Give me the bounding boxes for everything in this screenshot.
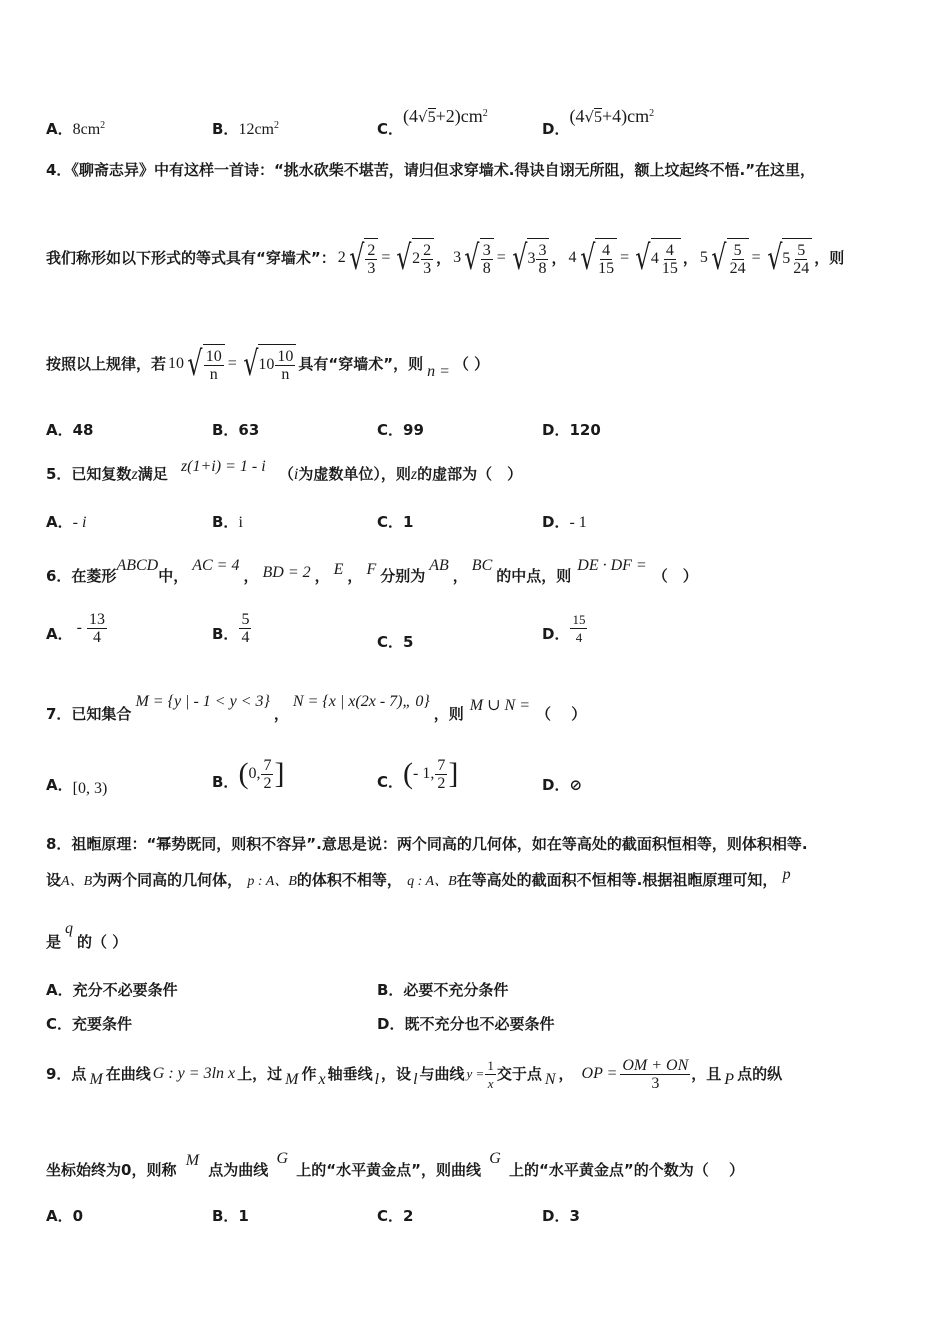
q5-option-a[interactable] (46, 512, 86, 533)
q9-text: ，且 (691, 1065, 722, 1083)
denominator: n (209, 365, 218, 383)
curve-g: G : y = 3ln x (152, 1065, 236, 1082)
var-q: q (65, 920, 74, 937)
denominator: 2 (437, 774, 446, 792)
q9-text: 上的“水平黄金点”，则曲线 (296, 1161, 482, 1179)
option-label: B． (212, 625, 239, 643)
q5-option-d[interactable] (542, 512, 587, 533)
answer-paren: （ ） (453, 355, 490, 373)
eq-ac: AC = 4 (192, 557, 240, 574)
coefficient: 10 (168, 355, 185, 372)
q5-text: （ (278, 465, 294, 483)
coefficient: 3 (453, 249, 462, 266)
q5-stem (46, 458, 523, 485)
q9-text: 在曲线 (105, 1065, 151, 1083)
denominator: x (487, 1075, 494, 1091)
left-paren-icon: ( (403, 757, 414, 790)
q6-comma: ， (452, 567, 468, 585)
q8-option-b[interactable]: B．必要不充分条件 (377, 981, 509, 999)
fraction (204, 348, 224, 383)
var-l: l (374, 1071, 380, 1088)
numerator: 5 (797, 241, 806, 259)
denominator: 8 (538, 259, 547, 277)
q6-option-d[interactable] (542, 604, 588, 652)
radicand (782, 238, 812, 278)
sqrt-icon: √ (579, 238, 595, 278)
q9-comma: ， (558, 1065, 574, 1083)
radical (509, 238, 550, 278)
radicand (203, 344, 225, 384)
option-value: +2)cm (435, 106, 483, 126)
q9-text: 点的纵 (737, 1065, 783, 1083)
denominator: 3 (651, 1074, 660, 1092)
option-label: D． (542, 120, 570, 138)
minus-sign: - (76, 619, 82, 636)
eq-bd: BD = 2 (262, 564, 311, 581)
var-bc: BC (471, 557, 493, 574)
radicand: 5 (594, 109, 603, 126)
numerator: 7 (437, 756, 446, 774)
q9-text: 点为曲线 (208, 1161, 269, 1179)
q4-condition-pre: 按照以上规律，若 (46, 355, 167, 373)
q5-text: 5．已知复数 (46, 465, 132, 483)
radical (346, 238, 379, 278)
condition-equation (168, 344, 296, 384)
q4-option-b[interactable]: B．63 (212, 421, 260, 439)
radicand (651, 238, 681, 278)
fraction (87, 611, 107, 646)
q7-text: 7．已知集合 (46, 705, 132, 723)
q5-text: 为虚数单位），则 (298, 465, 411, 483)
denominator: 8 (482, 259, 491, 277)
q3-option-b[interactable] (212, 116, 279, 140)
exponent: 2 (649, 108, 655, 119)
option-label: B． (212, 513, 239, 531)
q7-stem (46, 690, 586, 724)
var-p: P (724, 1071, 735, 1088)
wall-equation (700, 238, 812, 278)
q4-condition-post: 具有“穿墙术”，则 (298, 355, 424, 373)
var-i: i (293, 466, 299, 483)
q4-option-d[interactable]: D．120 (542, 421, 601, 439)
fraction (536, 242, 548, 277)
numerator: 4 (665, 241, 674, 259)
q4-end: ，则 (814, 249, 845, 267)
exponent: 2 (273, 120, 279, 131)
q9-text: 作 (301, 1065, 317, 1083)
left-paren-icon: ( (238, 757, 249, 790)
q6-option-c[interactable]: C．5 (377, 633, 414, 651)
coefficient: 5 (782, 250, 791, 267)
equals-sign: = (751, 249, 761, 266)
exponent: 2 (482, 108, 488, 119)
radical (461, 238, 494, 278)
q9-text: 上的“水平黄金点”的个数为（ ） (509, 1161, 744, 1179)
q9-option-d[interactable]: D．3 (542, 1207, 580, 1225)
q6-text: 分别为 (380, 567, 426, 585)
q9-text: 上，过 (237, 1065, 283, 1083)
numerator: 3 (538, 241, 547, 259)
denominator: 15 (598, 259, 615, 277)
coefficient: 5 (699, 249, 708, 266)
q8-text: 设 (46, 871, 62, 889)
option-label: C． (377, 120, 404, 138)
var-e: E (333, 561, 344, 578)
equals-sign: = (620, 249, 630, 266)
q6-comma: ， (243, 567, 259, 585)
q8-line1: 8．祖暅原理：“幂势既同，则积不容异”.意思是说：两个同高的几何体，如在等高处的截面积恒相等，则体积相等. (46, 835, 808, 853)
denominator: 2 (263, 774, 272, 792)
fraction (570, 611, 587, 646)
radicand (412, 238, 434, 278)
radicand (364, 238, 378, 278)
q4-condition-equation (166, 344, 298, 384)
var-ab: A、B (61, 874, 93, 889)
exponent: 2 (100, 120, 106, 131)
q8-text: 是 (46, 933, 62, 951)
radical (764, 238, 813, 278)
q7-option-d[interactable]: D．⊘ (542, 776, 583, 794)
answer-paren: （ ） (652, 567, 698, 585)
q8-text: 的（ ） (77, 933, 128, 951)
q6-comma: ， (347, 567, 363, 585)
right-bracket-icon: ] (448, 757, 459, 790)
option-label: D． (542, 625, 570, 643)
q9-text: 交于点 (496, 1065, 542, 1083)
vector-op: OP = (581, 1065, 618, 1082)
curve-y: y = (466, 1066, 485, 1081)
q9-option-a[interactable]: A．0 (46, 1207, 84, 1225)
q8-text: 的体积不相等， (296, 871, 402, 889)
n-variable: n = (427, 363, 450, 380)
q5-option-c[interactable]: C．1 (377, 513, 414, 531)
answer-paren: （ ） (536, 705, 587, 723)
interval-start: 0, (248, 765, 261, 782)
q9-option-b[interactable]: B．1 (212, 1207, 249, 1225)
numerator: 10 (205, 347, 222, 365)
equation-separator: ， (682, 249, 698, 267)
radicand (527, 238, 549, 278)
set-m: M = {y | - 1 < y < 3} (135, 693, 270, 710)
option-value: (4 (569, 106, 585, 126)
var-m: M (285, 1071, 299, 1088)
radical (240, 344, 297, 384)
numerator: 7 (263, 756, 272, 774)
radical (184, 344, 225, 384)
radicand (480, 238, 494, 278)
fraction (620, 1057, 690, 1092)
q4-equations (336, 238, 815, 278)
numerator: 3 (482, 241, 491, 259)
sqrt-icon: √ (464, 238, 480, 278)
option-value: [0, 3) (72, 780, 108, 797)
numerator: 1 (487, 1057, 494, 1073)
option-label: A． (46, 625, 73, 643)
radical (632, 238, 681, 278)
q6-text: 的中点，则 (496, 567, 572, 585)
q5-text: 的虚部为（ ） (417, 465, 523, 483)
q9-line1 (46, 1048, 782, 1100)
option-label: D． (542, 513, 570, 531)
right-bracket-icon: ] (274, 757, 285, 790)
equation-separator: ， (551, 249, 567, 267)
option-label: A． (46, 513, 73, 531)
option-label: B． (212, 773, 239, 791)
sqrt-icon: √ (512, 238, 528, 278)
equation-separator: ， (436, 249, 452, 267)
radicand (727, 238, 749, 278)
sqrt-icon: √ (348, 238, 365, 278)
set-union: M ∪ N = (469, 697, 530, 714)
q8-text: 在等高处的截面积不恒相等.根据祖暅原理可知， (456, 871, 778, 889)
option-value: 8cm (72, 121, 101, 138)
q7-comma: ， (273, 705, 289, 723)
q7-option-b[interactable] (212, 748, 284, 800)
sqrt-icon: √ (635, 238, 651, 278)
var-g: G (489, 1150, 501, 1167)
equals-sign: = (381, 249, 391, 266)
q4-option-a[interactable]: A．48 (46, 421, 94, 439)
q4-line1: 4．《聊斋志异》中有这样一首诗：“挑水砍柴不堪苦，请归但求穿墙术.得诀自诩无所阻，额上坟起终不悟.”在这里， (46, 161, 816, 179)
coefficient: 2 (337, 249, 346, 266)
q4-option-c[interactable]: C．99 (377, 421, 424, 439)
fraction (596, 242, 616, 277)
option-label: C． (377, 773, 404, 791)
coefficient: 4 (568, 249, 577, 266)
q6-option-a[interactable] (46, 604, 108, 652)
q9-text: 轴垂线 (327, 1065, 373, 1083)
fraction (481, 242, 493, 277)
option-label: B． (212, 120, 239, 138)
equals-sign: = (496, 249, 506, 266)
q9-text: 与曲线 (419, 1065, 465, 1083)
q5-text: 满足 (137, 465, 168, 483)
sqrt-icon: √ (711, 238, 727, 278)
radicand: 5 (427, 109, 436, 126)
fraction (261, 757, 273, 792)
q9-line2 (46, 1150, 744, 1181)
coefficient: 4 (650, 250, 659, 267)
sqrt-icon: √ (242, 344, 259, 384)
prop-q: q : A、B (407, 874, 457, 889)
q6-comma: ， (314, 567, 330, 585)
wall-equation (453, 238, 549, 278)
denominator: 4 (92, 628, 101, 646)
radicand (595, 238, 617, 278)
denominator: 4 (241, 628, 250, 646)
option-value: - i (72, 514, 87, 531)
var-z: z (131, 466, 138, 483)
var-x: x (318, 1071, 326, 1088)
numerator: 13 (88, 610, 105, 628)
numerator: 10 (277, 347, 294, 365)
q9-option-c[interactable]: C．2 (377, 1207, 414, 1225)
fraction (365, 242, 377, 277)
sqrt-icon: √ (584, 108, 595, 126)
q7-text: ，则 (433, 705, 464, 723)
sqrt-icon: √ (187, 344, 203, 384)
var-f: F (366, 561, 377, 578)
sqrt-icon: √ (396, 238, 412, 278)
denominator: 3 (423, 259, 432, 277)
fraction (239, 611, 251, 646)
interval-start: - 1, (413, 765, 435, 782)
dot-product: DE · DF = (577, 557, 647, 574)
q8-option-c[interactable]: C．充要条件 (46, 1015, 133, 1033)
denominator: 4 (575, 629, 583, 645)
wall-equation (569, 238, 681, 278)
q3-option-a[interactable] (46, 116, 105, 140)
numerator: 5 (733, 241, 742, 259)
q8-text: 为两个同高的几何体， (92, 871, 243, 889)
q7-option-a[interactable] (46, 775, 107, 796)
var-p: p (782, 866, 791, 883)
option-label: A． (46, 120, 73, 138)
denominator: 15 (661, 259, 678, 277)
sqrt-icon: √ (418, 108, 428, 126)
fraction (728, 242, 748, 277)
wall-equation (338, 238, 434, 278)
var-abcd: ABCD (116, 557, 159, 574)
var-ab: AB (429, 557, 449, 574)
var-z: z (410, 466, 418, 483)
var-m: M (185, 1152, 200, 1169)
q8-line2 (46, 866, 791, 892)
coefficient: 10 (258, 356, 275, 373)
option-label: A． (46, 776, 73, 794)
q5-equation: z(1+i) = 1 - i (180, 458, 266, 475)
q4-intro: 我们称形如以下形式的等式具有“穿墙术”： (46, 249, 336, 267)
equals-sign: = (227, 355, 237, 372)
option-value: i (238, 514, 243, 531)
option-value: 12cm (238, 121, 274, 138)
fraction (435, 757, 447, 792)
q4-line3 (46, 338, 489, 390)
fraction (421, 242, 433, 277)
radical (393, 238, 434, 278)
var-l: l (413, 1071, 418, 1088)
denominator: 24 (793, 259, 810, 277)
q6-text: 中， (158, 567, 189, 585)
q3-option-c[interactable] (377, 104, 488, 138)
coefficient: 2 (412, 250, 421, 267)
q8-line3 (46, 920, 128, 953)
q9-text: ，设 (381, 1065, 412, 1083)
denominator: 3 (367, 259, 376, 277)
option-value: (4 (403, 106, 419, 126)
coefficient: 3 (527, 250, 536, 267)
q5-option-b[interactable] (212, 512, 243, 533)
fraction (485, 1057, 496, 1092)
q6-stem (46, 550, 698, 586)
q8-option-d[interactable]: D．既不充分也不必要条件 (377, 1015, 555, 1033)
numerator: 5 (241, 610, 250, 628)
denominator: 24 (729, 259, 746, 277)
q9-text: 9．点 (46, 1065, 87, 1083)
fraction (275, 348, 295, 383)
numerator: 2 (367, 241, 376, 259)
numerator: OM + ON (622, 1056, 689, 1074)
var-g: G (276, 1150, 289, 1167)
prop-p: p : A、B (247, 874, 297, 889)
var-n: N (544, 1071, 556, 1088)
q6-text: 6．在菱形 (46, 567, 117, 585)
radical (577, 238, 618, 278)
denominator: n (281, 365, 290, 383)
radical (708, 238, 749, 278)
q6-option-b[interactable] (212, 604, 252, 652)
var-m: M (89, 1071, 103, 1088)
sqrt-icon: √ (766, 238, 783, 278)
fraction (791, 242, 811, 277)
numerator: 4 (602, 241, 611, 259)
set-n: N = {x | x(2x - 7)„ 0} (292, 693, 430, 710)
radicand (258, 344, 296, 384)
q8-option-a[interactable]: A．充分不必要条件 (46, 981, 178, 999)
option-value: +4)cm (602, 106, 650, 126)
numerator: 15 (572, 611, 586, 627)
numerator: 2 (423, 241, 432, 259)
q9-text: 坐标始终为0，则称 (46, 1161, 177, 1179)
q4-line2 (46, 228, 844, 288)
q3-option-d[interactable] (542, 104, 655, 138)
q7-option-c[interactable] (377, 748, 458, 800)
fraction (660, 242, 680, 277)
option-value: - 1 (569, 514, 587, 531)
